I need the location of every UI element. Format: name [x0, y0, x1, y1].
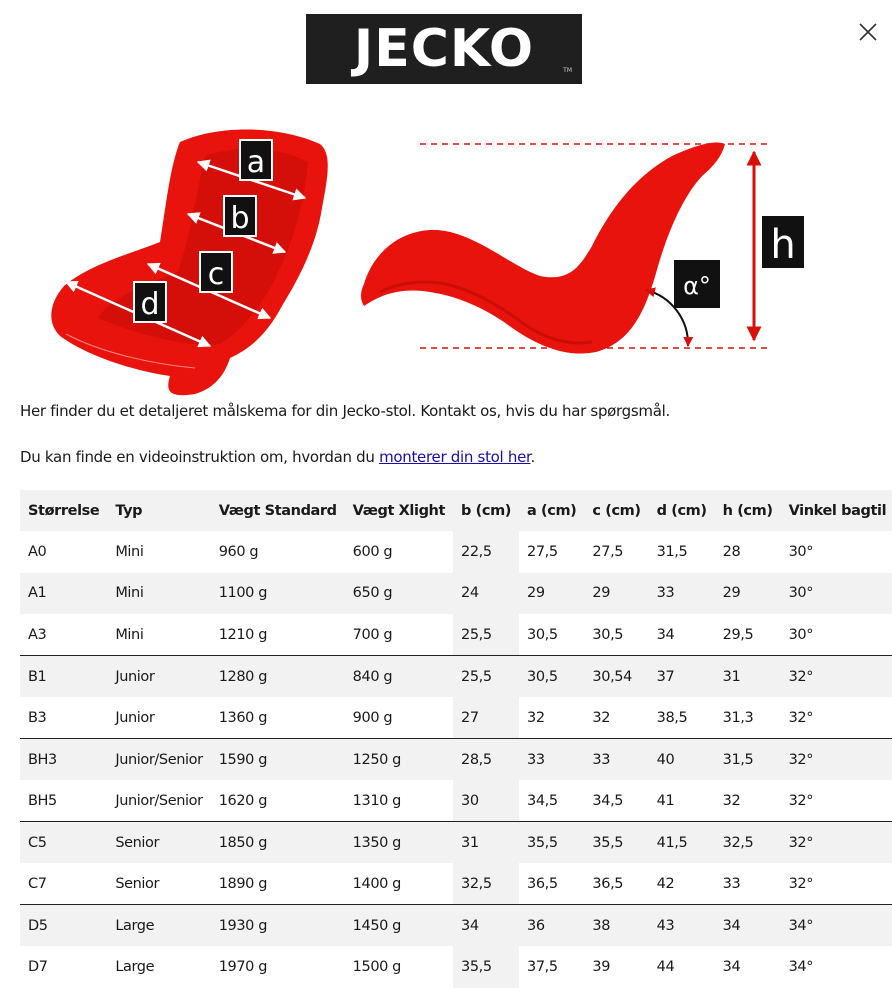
table-cell: 33 — [722, 875, 741, 892]
label-a: a — [246, 145, 266, 180]
logo-trademark: TM — [563, 67, 572, 74]
table-cell: 24 — [453, 573, 519, 615]
close-icon — [856, 20, 880, 44]
seat-measurement-diagram — [20, 96, 820, 400]
table-body — [20, 531, 892, 988]
mount-seat-link[interactable]: monterer din stol her — [379, 448, 531, 466]
table-row — [20, 573, 892, 615]
table-cell: 37,5 — [527, 958, 558, 975]
table-cell: 32,5 — [715, 822, 781, 864]
table-cell: 36 — [519, 905, 584, 947]
column-header: Vægt Standard — [211, 490, 345, 531]
table-cell: Mini — [107, 573, 210, 615]
column-header: Størrelse — [20, 490, 107, 531]
table-cell: 600 g — [352, 543, 393, 560]
table-row — [20, 905, 892, 947]
table-cell: 1250 g — [345, 739, 453, 781]
close-button[interactable] — [856, 20, 880, 44]
table-cell: A3 — [28, 626, 47, 643]
table-cell: 1400 g — [352, 875, 401, 892]
table-cell: 27,5 — [592, 543, 624, 560]
seat-side-view — [361, 143, 770, 354]
table-cell: C5 — [20, 822, 107, 864]
table-cell: 32° — [781, 739, 892, 781]
table-header-row — [20, 490, 892, 531]
table-cell: 35,5 — [584, 822, 648, 864]
table-cell: BH3 — [20, 739, 107, 781]
intro-text: Her finder du et detaljeret målskema for din Jecko-stol. Kontakt os, hvis du har spørgsmål. — [20, 402, 670, 420]
video-instruction-text — [20, 448, 535, 466]
table-cell: 900 g — [352, 709, 393, 726]
column-header: b (cm) — [453, 490, 519, 531]
table-cell: D5 — [20, 905, 107, 947]
table-cell: 34 — [722, 958, 741, 975]
table-cell: 700 g — [352, 626, 393, 643]
table-cell: 35,5 — [453, 946, 519, 988]
measurement-h — [754, 152, 804, 340]
table-cell: 38,5 — [656, 709, 688, 726]
table-cell: Senior — [115, 875, 160, 892]
table-cell: 34,5 — [527, 792, 558, 809]
label-c: c — [207, 257, 225, 292]
table-cell: 1590 g — [211, 739, 345, 781]
table-cell: 960 g — [218, 543, 259, 560]
logo-text: JECKO — [353, 19, 535, 79]
table-cell: Large — [115, 958, 155, 975]
column-header: Vinkel bagtil — [781, 490, 892, 531]
seat-front-view — [51, 129, 327, 395]
table-cell: 34° — [781, 905, 892, 947]
table-cell: 1450 g — [345, 905, 453, 947]
table-cell: 1350 g — [345, 822, 453, 864]
table-cell: Senior — [107, 822, 210, 864]
table-cell: 840 g — [345, 656, 453, 698]
table-cell: 650 g — [345, 573, 453, 615]
table-cell: B1 — [20, 656, 107, 698]
table-cell: 43 — [649, 905, 715, 947]
table-cell: 29 — [584, 573, 648, 615]
table-cell: 31,5 — [656, 543, 688, 560]
table-cell: 30° — [788, 543, 814, 560]
table-row — [20, 656, 892, 698]
table-cell: 32 — [592, 709, 611, 726]
table-cell: 39 — [592, 958, 611, 975]
label-h: h — [770, 222, 796, 268]
table-cell: 38 — [584, 905, 648, 947]
table-cell: 1620 g — [218, 792, 268, 809]
table-cell: 29 — [715, 573, 781, 615]
video-text-suffix: . — [530, 448, 535, 466]
table-cell: 28 — [722, 543, 741, 560]
table-cell: 1100 g — [211, 573, 345, 615]
table-cell: 1280 g — [211, 656, 345, 698]
table-cell: 32° — [781, 656, 892, 698]
table-cell: 25,5 — [453, 614, 519, 656]
table-cell: Mini — [115, 543, 144, 560]
table-cell: 32,5 — [453, 863, 519, 905]
table-cell: 41,5 — [649, 822, 715, 864]
table-cell: 1500 g — [352, 958, 401, 975]
table-row — [20, 946, 892, 988]
table-cell: 32° — [788, 875, 814, 892]
table-cell: 32° — [788, 792, 814, 809]
table-cell: 34 — [453, 905, 519, 947]
column-header: d (cm) — [649, 490, 715, 531]
table-cell: Junior — [115, 709, 155, 726]
measurement-alpha — [646, 260, 720, 346]
table-cell: 31 — [453, 822, 519, 864]
table-cell: 27,5 — [527, 543, 558, 560]
table-cell: 33 — [649, 573, 715, 615]
table-cell: 30,5 — [592, 626, 624, 643]
table-cell: 33 — [519, 739, 584, 781]
table-cell: 32 — [527, 709, 545, 726]
table-cell: 30,5 — [527, 626, 558, 643]
column-header: Typ — [107, 490, 210, 531]
table-cell: A1 — [20, 573, 107, 615]
table-cell: 34° — [788, 958, 814, 975]
table-cell: 30,5 — [519, 656, 584, 698]
table-cell: 33 — [584, 739, 648, 781]
column-header: c (cm) — [584, 490, 648, 531]
table-cell: 22,5 — [453, 531, 519, 573]
table-cell: 34 — [656, 626, 675, 643]
table-cell: 1360 g — [218, 709, 268, 726]
column-header: h (cm) — [715, 490, 781, 531]
table-cell: 30 — [453, 780, 519, 822]
table-cell: 31,5 — [715, 739, 781, 781]
table-cell: 36,5 — [527, 875, 558, 892]
table-row — [20, 697, 892, 739]
label-d: d — [140, 287, 160, 322]
column-header: Vægt Xlight — [345, 490, 453, 531]
table-row — [20, 780, 892, 822]
table-cell: 32° — [781, 822, 892, 864]
jecko-logo — [306, 14, 582, 84]
table-cell: 1310 g — [352, 792, 401, 809]
table-cell: Junior/Senior — [115, 792, 203, 809]
table-cell: 29,5 — [722, 626, 754, 643]
table-cell: 30° — [781, 573, 892, 615]
table-cell: D7 — [28, 958, 48, 975]
table-row — [20, 739, 892, 781]
table-cell: 28,5 — [453, 739, 519, 781]
table-cell: 31 — [715, 656, 781, 698]
table-cell: 41 — [656, 792, 675, 809]
table-cell: 1210 g — [218, 626, 268, 643]
table-cell: A0 — [28, 543, 47, 560]
size-table — [20, 490, 892, 988]
table-cell: 34,5 — [592, 792, 624, 809]
video-text-prefix: Du kan finde en videoinstruktion om, hvordan du — [20, 448, 380, 466]
table-cell: 30° — [788, 626, 814, 643]
table-cell: 36,5 — [592, 875, 624, 892]
table-cell: 27 — [453, 697, 519, 739]
table-row — [20, 863, 892, 905]
table-cell: 37 — [649, 656, 715, 698]
table-cell: BH5 — [28, 792, 57, 809]
table-cell: 1970 g — [218, 958, 268, 975]
table-cell: C7 — [28, 875, 47, 892]
table-cell: 1850 g — [211, 822, 345, 864]
label-alpha: α° — [683, 272, 711, 300]
table-row — [20, 822, 892, 864]
table-cell: 34 — [715, 905, 781, 947]
table-cell: Mini — [115, 626, 144, 643]
table-cell: 31,3 — [722, 709, 754, 726]
table-cell: 32 — [722, 792, 741, 809]
table-row — [20, 614, 892, 656]
table-cell: 1930 g — [211, 905, 345, 947]
table-cell: B3 — [28, 709, 47, 726]
table-cell: 35,5 — [519, 822, 584, 864]
table-cell: 40 — [649, 739, 715, 781]
table-cell: 25,5 — [453, 656, 519, 698]
table-cell: Junior/Senior — [107, 739, 210, 781]
table-cell: Junior — [107, 656, 210, 698]
table-row — [20, 531, 892, 573]
table-cell: 44 — [656, 958, 675, 975]
table-cell: 1890 g — [218, 875, 268, 892]
table-cell: 30,54 — [584, 656, 648, 698]
table-cell: Large — [107, 905, 210, 947]
table-cell: 32° — [788, 709, 814, 726]
label-b: b — [230, 201, 250, 236]
table-cell: 29 — [519, 573, 584, 615]
column-header: a (cm) — [519, 490, 584, 531]
table-cell: 42 — [656, 875, 675, 892]
